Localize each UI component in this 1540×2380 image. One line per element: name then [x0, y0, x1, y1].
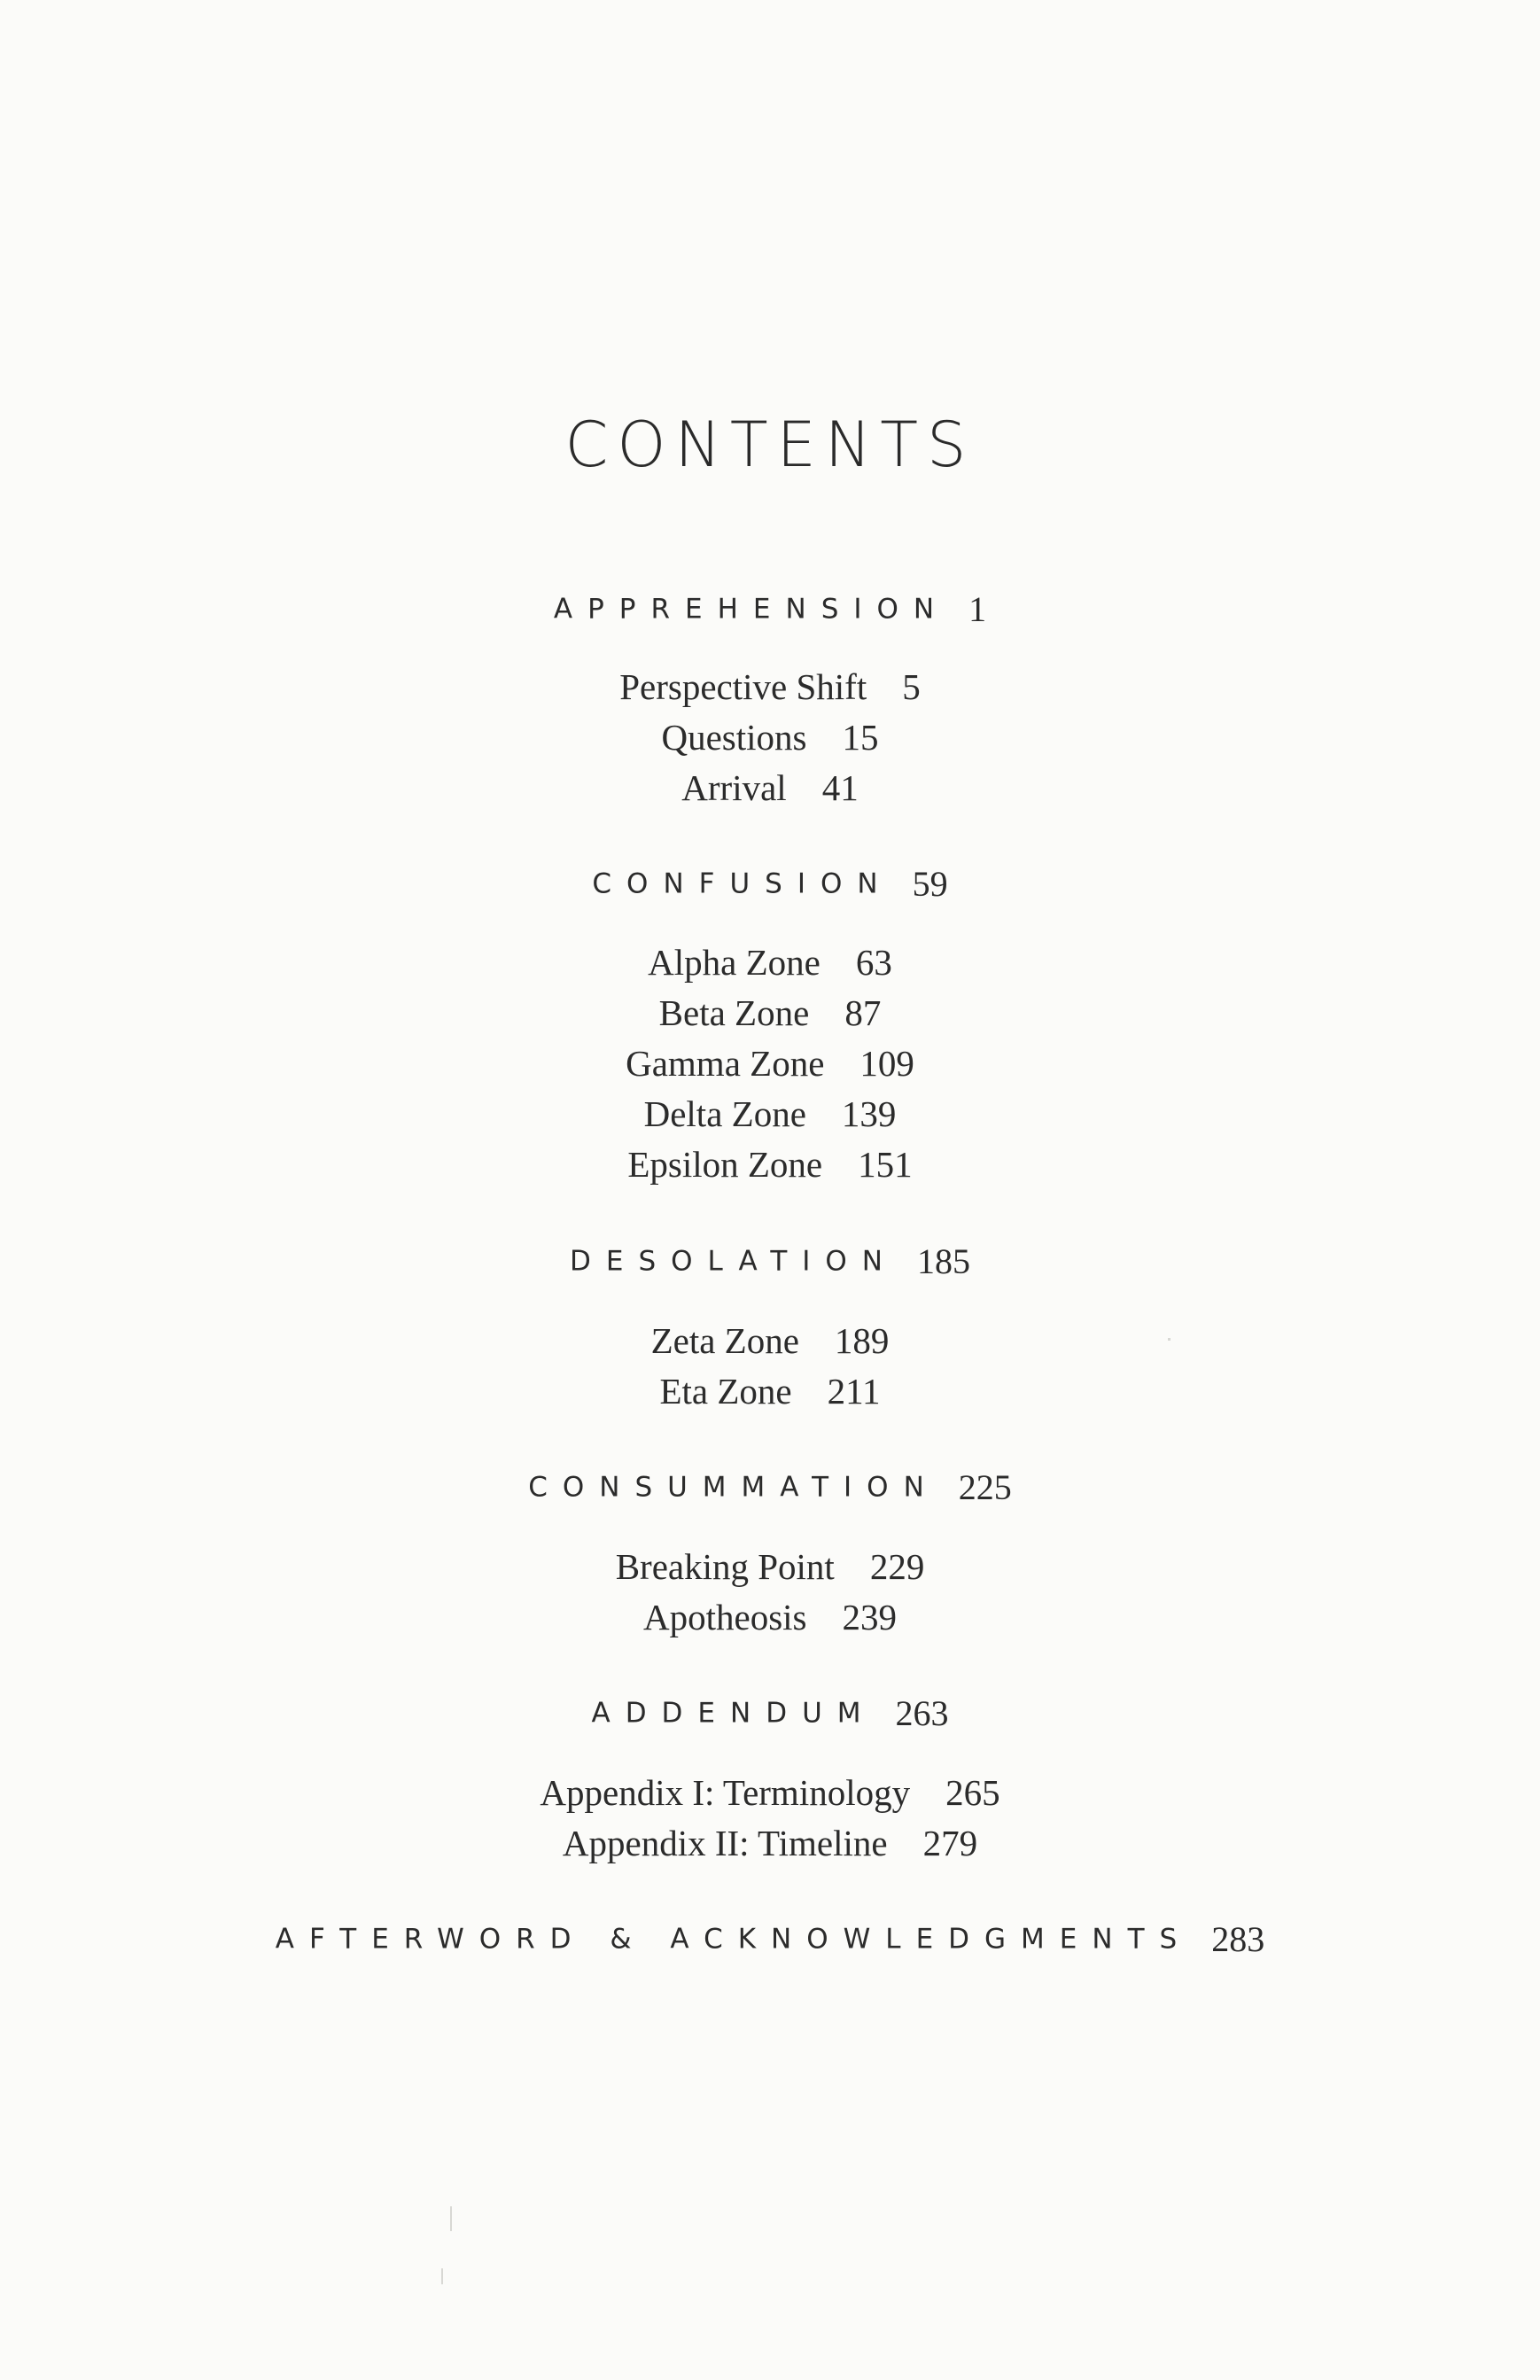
toc-part-apprehension[interactable] [0, 588, 1540, 630]
chapter-label: Eta Zone [659, 1371, 792, 1412]
chapter-label: Gamma Zone [626, 1043, 825, 1084]
toc-chapter[interactable] [0, 665, 1540, 708]
toc-chapter[interactable] [0, 716, 1540, 758]
part-page-number: 225 [958, 1467, 1012, 1507]
part-label: DESOLATION [570, 1245, 898, 1278]
chapter-label: Perspective Shift [619, 666, 867, 707]
chapter-page-number: 5 [902, 666, 921, 707]
chapter-label: Alpha Zone [648, 942, 821, 983]
part-page-number: 59 [912, 864, 948, 904]
chapter-label: Questions [661, 717, 807, 758]
toc-chapter[interactable] [0, 1093, 1540, 1135]
toc-part-consummation[interactable] [0, 1466, 1540, 1508]
part-label: CONFUSION [592, 867, 893, 900]
toc-chapter[interactable] [0, 1370, 1540, 1412]
toc-chapter[interactable] [0, 1771, 1540, 1814]
part-page-number: 263 [895, 1693, 949, 1733]
toc-chapter[interactable] [0, 766, 1540, 809]
toc-chapter[interactable] [0, 941, 1540, 984]
chapter-page-number: 109 [859, 1043, 914, 1084]
toc-part-confusion[interactable] [0, 863, 1540, 905]
part-label: CONSUMMATION [528, 1471, 939, 1504]
part-page-number: 283 [1211, 1919, 1265, 1959]
chapter-label: Appendix I: Terminology [540, 1772, 911, 1813]
chapter-page-number: 189 [834, 1320, 890, 1361]
chapter-page-number: 211 [827, 1371, 881, 1412]
toc-chapter[interactable] [0, 1822, 1540, 1864]
part-page-number: 1 [968, 589, 987, 629]
toc-chapter[interactable] [0, 992, 1540, 1034]
chapter-label: Beta Zone [658, 992, 810, 1033]
page-title: CONTENTS [564, 408, 976, 481]
chapter-label: Apotheosis [643, 1597, 807, 1637]
chapter-page-number: 87 [844, 992, 882, 1033]
toc-part-desolation[interactable] [0, 1241, 1540, 1282]
chapter-label: Delta Zone [643, 1093, 806, 1134]
chapter-page-number: 63 [855, 942, 892, 983]
part-page-number: 185 [917, 1241, 970, 1281]
toc-chapter[interactable] [0, 1596, 1540, 1638]
toc-chapter[interactable] [0, 1042, 1540, 1085]
chapter-label: Zeta Zone [650, 1320, 799, 1361]
chapter-label: Breaking Point [615, 1546, 835, 1587]
scan-speck [1168, 1338, 1171, 1341]
part-label: ADDENDUM [591, 1697, 876, 1730]
chapter-page-number: 139 [841, 1093, 897, 1134]
chapter-page-number: 41 [821, 767, 859, 808]
toc-part-addendum[interactable] [0, 1692, 1540, 1734]
chapter-page-number: 279 [922, 1823, 978, 1863]
part-label: AFTERWORD & ACKNOWLEDGMENTS [275, 1923, 1193, 1956]
chapter-page-number: 15 [842, 717, 879, 758]
chapter-page-number: 239 [842, 1597, 897, 1637]
part-label: APPREHENSION [553, 593, 950, 626]
toc-part-afterword[interactable] [0, 1918, 1540, 1960]
scan-speck [450, 2206, 452, 2231]
chapter-label: Appendix II: Timeline [562, 1823, 888, 1863]
chapter-page-number: 151 [858, 1144, 913, 1185]
toc-chapter[interactable] [0, 1143, 1540, 1186]
chapter-label: Epsilon Zone [627, 1144, 823, 1185]
toc-chapter[interactable] [0, 1319, 1540, 1362]
chapter-page-number: 265 [945, 1772, 1000, 1813]
toc-chapter[interactable] [0, 1545, 1540, 1588]
scan-speck [441, 2268, 443, 2284]
chapter-label: Arrival [681, 767, 787, 808]
chapter-page-number: 229 [869, 1546, 925, 1587]
